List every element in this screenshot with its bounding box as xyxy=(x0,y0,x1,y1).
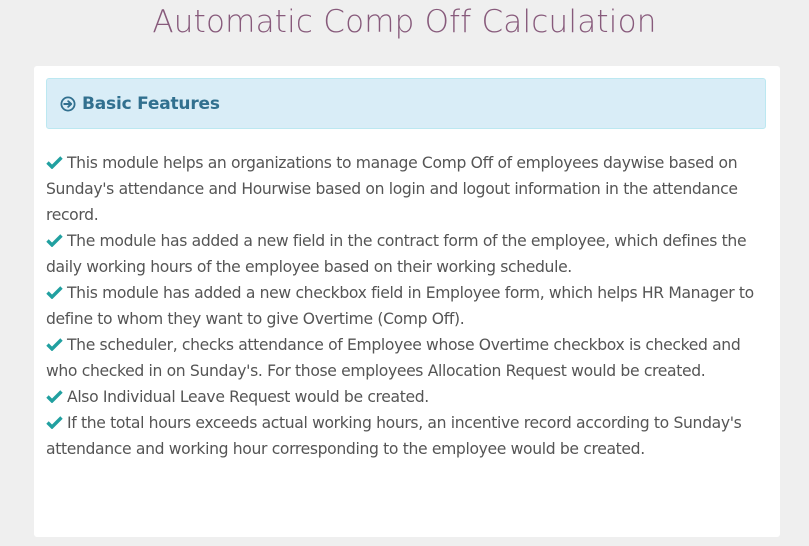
feature-text: If the total hours exceeds actual working hours, an incentive record according to Sunday's attendance and working hour corresponding to the employee would be created. xyxy=(46,414,742,458)
feature-item xyxy=(46,384,766,410)
basic-features-label: Basic Features xyxy=(82,93,220,114)
check-icon xyxy=(46,415,63,429)
features-card xyxy=(34,66,780,537)
feature-text: This module has added a new checkbox field in Employee form, which helps HR Manager to define to whom they want to give Overtime (Comp Off). xyxy=(46,284,754,328)
check-icon xyxy=(46,337,63,351)
feature-item xyxy=(46,150,766,228)
page-title: Automatic Comp Off Calculation xyxy=(152,4,657,40)
feature-text: The scheduler, checks attendance of Employee whose Overtime checkbox is checked and who checked in on Sunday's. For those employees Allocation Request would be created. xyxy=(46,336,741,380)
check-icon xyxy=(46,233,63,247)
check-icon xyxy=(46,389,63,403)
circle-arrow-right-icon xyxy=(60,96,76,112)
check-icon xyxy=(46,155,63,169)
feature-item xyxy=(46,228,766,280)
check-icon xyxy=(46,285,63,299)
feature-text: The module has added a new field in the contract form of the employee, which defines the daily working hours of the employee based on their working schedule. xyxy=(46,232,747,276)
feature-item xyxy=(46,280,766,332)
feature-item xyxy=(46,410,766,462)
feature-text: This module helps an organizations to manage Comp Off of employees daywise based on Sunday's attendance and Hourwise based on login and logout information in the attendance record. xyxy=(46,154,738,224)
feature-item xyxy=(46,332,766,384)
basic-features-header[interactable] xyxy=(46,78,766,129)
feature-text: Also Individual Leave Request would be created. xyxy=(67,388,429,406)
feature-list xyxy=(46,150,766,462)
